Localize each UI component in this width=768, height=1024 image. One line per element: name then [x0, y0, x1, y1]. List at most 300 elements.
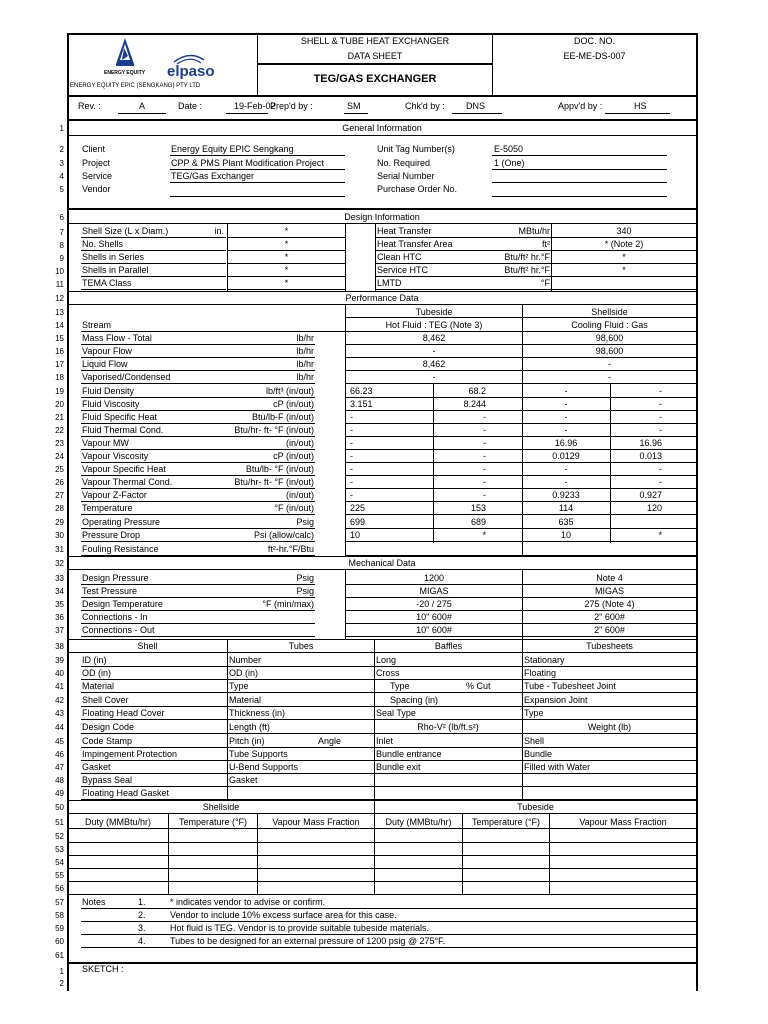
perf-label: Liquid Flow	[82, 359, 128, 369]
chkd-value: DNS	[466, 101, 486, 111]
perf-label: Vaporised/Condensed	[82, 372, 171, 382]
row-number: 17	[55, 360, 64, 369]
perf-shell-in: 10	[560, 530, 571, 540]
perf-unit: Btu/lb-F (in/out)	[251, 412, 314, 422]
rule-line	[610, 384, 611, 543]
tubes-part: Tube Supports	[229, 749, 288, 759]
sheet-type-title: SHELL & TUBE HEAT EXCHANGER	[300, 36, 450, 46]
perf-shell-in: -	[564, 425, 568, 435]
design-label-2: Heat Transfer Area	[377, 239, 453, 249]
perf-label: Fluid Thermal Cond.	[82, 425, 164, 435]
perf-label: Vapour Viscosity	[82, 451, 149, 461]
tubes-part: Pitch (in)	[229, 736, 265, 746]
tubes-part: Length (ft)	[229, 722, 271, 732]
perf-shellside-value: -	[608, 372, 611, 382]
tubesheets-part: Tube - Tubesheet Joint	[524, 681, 616, 691]
mech-label: Design Temperature	[82, 599, 163, 609]
row-number: 39	[55, 656, 64, 665]
mech-shellside-value: Note 4	[596, 573, 623, 583]
design-value: *	[284, 226, 289, 236]
client-label: Client	[82, 144, 106, 154]
doc-no: EE-ME-DS-007	[563, 51, 626, 61]
row-number: 48	[55, 776, 64, 785]
row-number: 35	[55, 600, 64, 609]
perf-tube-out: -	[483, 477, 486, 487]
stream-label: Stream	[82, 320, 112, 330]
row-number: 34	[55, 587, 64, 596]
rule-line	[81, 383, 315, 384]
baffles-part: Rho-V² (lb/ft.s²)	[417, 722, 479, 732]
note-number: 4.	[138, 936, 146, 946]
tubesheets-part: Expansion Joint	[524, 695, 588, 705]
baffles-cut-label: % Cut	[466, 681, 491, 691]
design-value: *	[284, 265, 289, 275]
row-number: 20	[55, 400, 64, 409]
row-number: 54	[55, 858, 64, 867]
row-number: 51	[55, 818, 64, 827]
tag-label: Unit Tag Number(s)	[377, 144, 455, 154]
perf-shell-in: -	[564, 477, 568, 487]
perf-tubeside-value: 8,462	[422, 333, 446, 343]
vendor-label: Vendor	[82, 184, 111, 194]
row-number: 59	[55, 924, 64, 933]
rule-line	[374, 640, 375, 800]
perf-label: Pressure Drop	[82, 530, 141, 540]
row-number: 11	[55, 280, 64, 289]
design-label: TEMA Class	[82, 278, 132, 288]
shellside-heading: Shellside	[591, 307, 628, 317]
perf-shell-in: 0.9233	[552, 490, 580, 500]
perf-tube-in: 225	[350, 503, 366, 513]
tubesheets-part: Bundle	[524, 749, 553, 759]
perf-shellside-value: -	[608, 359, 611, 369]
perf-unit: Btu/hr- ft- °F (in/out)	[234, 477, 314, 487]
rule-line	[345, 636, 697, 637]
row-number: 27	[55, 491, 64, 500]
energy-equity-logo-icon	[100, 36, 250, 82]
shell-part: Floating Head Cover	[82, 708, 165, 718]
mech-shellside-value: MIGAS	[594, 586, 624, 596]
row-number: 28	[55, 504, 64, 513]
perf-tube-out: 68.2	[468, 386, 486, 396]
perf-tube-out: -	[483, 438, 486, 448]
design-value-2: 340	[616, 226, 632, 236]
perf-unit: Psi (allow/calc)	[253, 530, 314, 540]
baffles-part: Bundle entrance	[376, 749, 442, 759]
rule-line	[375, 289, 697, 290]
perf-unit: Btu/lb- °F (in/out)	[245, 464, 314, 474]
row-number: 21	[55, 413, 64, 422]
mech-unit: Psig	[296, 573, 314, 583]
rule-line	[227, 224, 228, 291]
notes-label: Notes	[82, 897, 106, 907]
perf-tube-in: -	[350, 425, 353, 435]
date-value: 19-Feb-02	[234, 101, 276, 111]
mech-tubeside-value: MIGAS	[419, 586, 449, 596]
shell-part: Material	[82, 681, 115, 691]
design-label-2: Heat Transfer	[377, 226, 432, 236]
note-text: Hot fluid is TEG. Vendor is to provide suitable tubeside materials.	[170, 923, 429, 933]
perf-unit: lb/hr	[296, 333, 314, 343]
duty-column-header: Vapour Mass Fraction	[579, 817, 667, 827]
shell-part: Shell Cover	[82, 695, 129, 705]
perf-unit: lb/hr	[296, 359, 314, 369]
shell-part: Code Stamp	[82, 736, 133, 746]
perf-label: Vapour Z-Factor	[82, 490, 147, 500]
duty-column-header: Duty (MMBtu/hr)	[385, 817, 452, 827]
perf-shell-out: 120	[646, 503, 662, 513]
tubesheets-part: Stationary	[524, 655, 565, 665]
shell-part: Floating Head Gasket	[82, 788, 170, 798]
row-number: 8	[59, 241, 64, 250]
perf-shell-in: 0.0129	[552, 451, 580, 461]
performance-title: Performance Data	[345, 293, 419, 303]
perf-shell-in: 635	[558, 517, 574, 527]
perf-shell-in: -	[564, 412, 568, 422]
row-number: 1	[59, 124, 64, 133]
shell-part: Bypass Seal	[82, 775, 133, 785]
company-logo	[100, 36, 250, 82]
mech-label: Connections - In	[82, 612, 148, 622]
design-value: *	[284, 252, 289, 262]
row-number: 60	[55, 937, 64, 946]
row-number: 53	[55, 845, 64, 854]
note-number: 2.	[138, 910, 146, 920]
baffles-part: Spacing (in)	[390, 695, 439, 705]
perf-tubeside-value: -	[432, 372, 436, 382]
perf-unit: (in/out)	[285, 490, 314, 500]
mech-tubeside-value: 10" 600#	[416, 612, 452, 622]
mech-tubeside-value: 1200	[423, 573, 445, 583]
design-label-2: Service HTC	[377, 265, 429, 275]
perf-shell-in: 114	[558, 503, 574, 513]
row-number: 19	[55, 387, 64, 396]
row-number: 31	[55, 545, 64, 554]
stream-tubeside: Hot Fluid : TEG (Note 3)	[385, 320, 483, 330]
design-value-2: * (Note 2)	[604, 239, 644, 249]
shell-part: ID (in)	[82, 655, 107, 665]
prepd-value: SM	[347, 101, 361, 111]
perf-tube-out: -	[483, 412, 486, 422]
rule-line	[433, 384, 434, 543]
design-label-2: Clean HTC	[377, 252, 422, 262]
rule-line	[345, 541, 697, 542]
row-number: 24	[55, 452, 64, 461]
row-number: 50	[55, 803, 64, 812]
design-unit-2: °F	[540, 278, 550, 288]
tubes-heading: Tubes	[288, 641, 314, 651]
company-name: ENERGY EQUITY EPIC (SENGKANG) PTY LTD	[70, 83, 201, 89]
tubesheets-part: Type	[524, 708, 544, 718]
row-number: 4	[59, 172, 64, 181]
row-number: 32	[55, 559, 64, 568]
rev-label: Rev. :	[78, 101, 101, 111]
row-number: 44	[55, 723, 64, 732]
perf-tube-in: -	[350, 477, 353, 487]
main-title: TEG/GAS EXCHANGER	[313, 73, 437, 85]
perf-shell-in: 16.96	[554, 438, 578, 448]
perf-unit: lb/ft³ (in/out)	[265, 386, 314, 396]
perf-tube-out: 153	[470, 503, 486, 513]
rule-line	[67, 881, 698, 882]
perf-tube-in: -	[350, 464, 353, 474]
project-label: Project	[82, 158, 111, 168]
row-number: 43	[55, 709, 64, 718]
duty-column-header: Vapour Mass Fraction	[272, 817, 360, 827]
row-number: 9	[59, 254, 64, 263]
rule-line	[375, 224, 376, 291]
perf-shell-out: -	[659, 425, 662, 435]
perf-tube-in: -	[350, 438, 353, 448]
rev-value: A	[138, 101, 145, 111]
row-number: 25	[55, 465, 64, 474]
note-text: Tubes to be designed for an external pressure of 1200 psig @ 275°F.	[170, 936, 446, 946]
mech-unit: Psig	[296, 586, 314, 596]
rule-line	[81, 947, 697, 948]
shell-part: Impingement Protection	[82, 749, 178, 759]
perf-tube-in: 3.151	[350, 399, 373, 409]
baffles-part: Type	[390, 681, 410, 691]
client-value: Energy Equity EPIC Sengkang	[171, 144, 294, 154]
perf-label: Vapour MW	[82, 438, 129, 448]
noreq-value: 1 (One)	[494, 158, 525, 168]
row-number: 55	[55, 871, 64, 880]
perf-tube-in: 66.23	[350, 386, 373, 396]
row-number: 26	[55, 478, 64, 487]
perf-tube-in: 699	[350, 517, 366, 527]
perf-label: Fluid Density	[82, 386, 135, 396]
logo-text: ENERGY EQUITY	[104, 70, 146, 76]
shell-part: Design Code	[82, 722, 135, 732]
shell-part: Gasket	[82, 762, 111, 772]
logo-brand: elpaso	[167, 63, 215, 80]
row-number: 2	[59, 145, 64, 154]
perf-shell-out: *	[658, 530, 662, 540]
mech-shellside-value: 2" 600#	[594, 625, 625, 635]
mech-tubeside-value: 10" 600#	[416, 625, 452, 635]
perf-label: Mass Flow - Total	[82, 333, 152, 343]
row-number: 3	[59, 159, 64, 168]
tubesheets-part: Weight (lb)	[587, 722, 632, 732]
perf-shell-in: -	[564, 399, 568, 409]
mechanical-title: Mechanical Data	[348, 558, 416, 568]
duty-column-header: Temperature (°F)	[178, 817, 248, 827]
perf-label: Temperature	[82, 503, 133, 513]
project-value: CPP & PMS Plant Modification Project	[171, 158, 324, 168]
chkd-label: Chk'd by :	[405, 101, 445, 111]
prepd-label: Prep'd by :	[270, 101, 313, 111]
tubes-part: U-Bend Supports	[229, 762, 299, 772]
perf-shell-out: 16.96	[639, 438, 662, 448]
row-number: 58	[55, 911, 64, 920]
rule-line	[67, 842, 698, 843]
baffles-part: Inlet	[376, 736, 394, 746]
mech-shellside-value: 2" 600#	[594, 612, 625, 622]
design-value: *	[284, 278, 289, 288]
rule-line	[67, 855, 698, 856]
row-number: 6	[59, 213, 64, 222]
design-label: Shell Size (L x Diam.)	[82, 226, 169, 236]
row-number: 49	[55, 789, 64, 798]
perf-unit: (in/out)	[285, 438, 314, 448]
baffles-heading: Baffles	[434, 641, 463, 651]
row-number: 38	[55, 642, 64, 651]
perf-shell-out: 0.927	[639, 490, 662, 500]
service-value: TEG/Gas Exchanger	[171, 171, 255, 181]
perf-tube-out: 689	[470, 517, 486, 527]
row-number: 2	[59, 979, 64, 988]
row-number: 22	[55, 426, 64, 435]
stream-shellside: Cooling Fluid : Gas	[571, 320, 648, 330]
perf-label: Fluid Specific Heat	[82, 412, 158, 422]
mech-tubeside-value: -20 / 275	[416, 599, 452, 609]
perf-unit: lb/hr	[296, 372, 314, 382]
row-number: 61	[55, 951, 64, 960]
rule-line	[551, 224, 552, 291]
design-value-2: *	[622, 252, 626, 262]
duty-shellside-heading: Shellside	[202, 802, 240, 812]
row-number: 46	[55, 750, 64, 759]
perf-tube-out: *	[482, 530, 486, 540]
perf-shell-in: -	[564, 464, 568, 474]
perf-unit: cP (in/out)	[273, 399, 314, 409]
rule-line	[81, 636, 315, 637]
date-label: Date :	[178, 101, 203, 111]
perf-shell-out: -	[659, 464, 662, 474]
perf-tube-in: 10	[350, 530, 361, 540]
mech-unit: °F (min/max)	[262, 599, 314, 609]
row-number: 16	[55, 347, 64, 356]
perf-tubeside-value: 8,462	[422, 359, 446, 369]
perf-tubeside-value: -	[432, 346, 436, 356]
perf-shellside-value: 98,600	[595, 333, 624, 343]
perf-shell-out: 0.013	[639, 451, 662, 461]
rule-line	[227, 289, 346, 290]
serial-label: Serial Number	[377, 171, 435, 181]
tubes-angle-label: Angle	[318, 736, 342, 746]
perf-label: Vapour Thermal Cond.	[82, 477, 173, 487]
rule-line	[522, 640, 523, 800]
design-unit-2: MBtu/hr	[518, 226, 550, 236]
perf-shell-out: -	[659, 477, 662, 487]
tag-value: E-5050	[494, 144, 524, 154]
service-label: Service	[82, 171, 113, 181]
tubes-part: OD (in)	[229, 668, 258, 678]
perf-tube-in: -	[350, 412, 353, 422]
baffles-part: Cross	[376, 668, 400, 678]
mech-shellside-value: 275 (Note 4)	[584, 599, 635, 609]
row-number: 1	[59, 967, 64, 976]
baffles-part: Bundle exit	[376, 762, 421, 772]
rule-line	[81, 514, 315, 515]
design-label: Shells in Series	[82, 252, 145, 262]
rule-line	[345, 224, 346, 291]
row-number: 30	[55, 531, 64, 540]
tubes-part: Material	[229, 695, 262, 705]
note-text: Vendor to include 10% excess surface area for this case.	[170, 910, 397, 920]
row-number: 57	[55, 898, 64, 907]
row-number: 29	[55, 518, 64, 527]
design-unit-2: Btu/ft² hr.°F	[504, 265, 550, 275]
perf-tube-out: -	[483, 451, 486, 461]
appvd-label: Appv'd by :	[558, 101, 603, 111]
perf-shell-out: -	[659, 412, 662, 422]
rule-line	[227, 640, 228, 800]
sketch-label: SKETCH :	[82, 964, 124, 974]
row-number: 10	[55, 267, 64, 276]
general-info-title: General Information	[342, 123, 422, 133]
perf-shellside-value: 98,600	[595, 346, 624, 356]
tubesheets-part: Floating	[524, 668, 557, 678]
rule-line	[67, 828, 698, 829]
mech-label: Connections - Out	[82, 625, 155, 635]
perf-tube-out: -	[483, 490, 486, 500]
design-unit-2: Btu/ft² hr.°F	[504, 252, 550, 262]
rule-line	[81, 733, 697, 734]
po-label: Purchase Order No.	[377, 184, 458, 194]
design-label: No. Shells	[82, 239, 124, 249]
row-number: 47	[55, 763, 64, 772]
duty-column-header: Temperature (°F)	[471, 817, 541, 827]
row-number: 52	[55, 832, 64, 841]
rule-line	[81, 289, 226, 290]
rule-line	[81, 541, 315, 542]
row-number: 15	[55, 334, 64, 343]
perf-unit: cP (in/out)	[273, 451, 314, 461]
tubes-part: Number	[229, 655, 262, 665]
row-number: 33	[55, 574, 64, 583]
doc-no-label: DOC. NO.	[573, 36, 615, 46]
duty-tubeside-heading: Tubeside	[517, 802, 554, 812]
tubesheets-heading: Tubesheets	[586, 641, 633, 651]
row-number: 42	[55, 696, 64, 705]
perf-tube-in: -	[350, 451, 353, 461]
baffles-part: Seal Type	[376, 708, 416, 718]
perf-label: Vapour Specific Heat	[82, 464, 166, 474]
perf-unit: Psig	[296, 517, 314, 527]
perf-shell-out: -	[659, 386, 662, 396]
tubes-part: Thickness (in)	[229, 708, 286, 718]
perf-label: Fluid Viscosity	[82, 399, 140, 409]
note-text: * indicates vendor to advise or confirm.	[170, 897, 326, 907]
design-value-2: *	[622, 265, 626, 275]
rule-line	[345, 514, 697, 515]
perf-label: Fouling Resistance	[82, 544, 159, 554]
perf-tube-in: -	[350, 490, 353, 500]
tubesheets-part: Filled with Water	[524, 762, 591, 772]
appvd-value: HS	[634, 101, 647, 111]
perf-tube-out: -	[483, 464, 486, 474]
shell-heading: Shell	[137, 641, 158, 651]
mech-label: Test Pressure	[82, 586, 138, 596]
rule-line	[81, 692, 697, 693]
row-number: 5	[59, 185, 64, 194]
row-number: 18	[55, 373, 64, 382]
note-number: 3.	[138, 923, 146, 933]
row-number: 37	[55, 626, 64, 635]
tubeside-heading: Tubeside	[415, 307, 453, 317]
perf-tube-out: -	[483, 425, 486, 435]
perf-unit: Btu/hr- ft- °F (in/out)	[234, 425, 314, 435]
tubes-part: Gasket	[229, 775, 258, 785]
rule-line	[81, 786, 697, 787]
design-label: Shells in Parallel	[82, 265, 149, 275]
row-number: 12	[55, 294, 64, 303]
row-number: 23	[55, 439, 64, 448]
note-number: 1.	[138, 897, 146, 907]
tubes-part: Type	[229, 681, 249, 691]
noreq-label: No. Required	[377, 158, 431, 168]
